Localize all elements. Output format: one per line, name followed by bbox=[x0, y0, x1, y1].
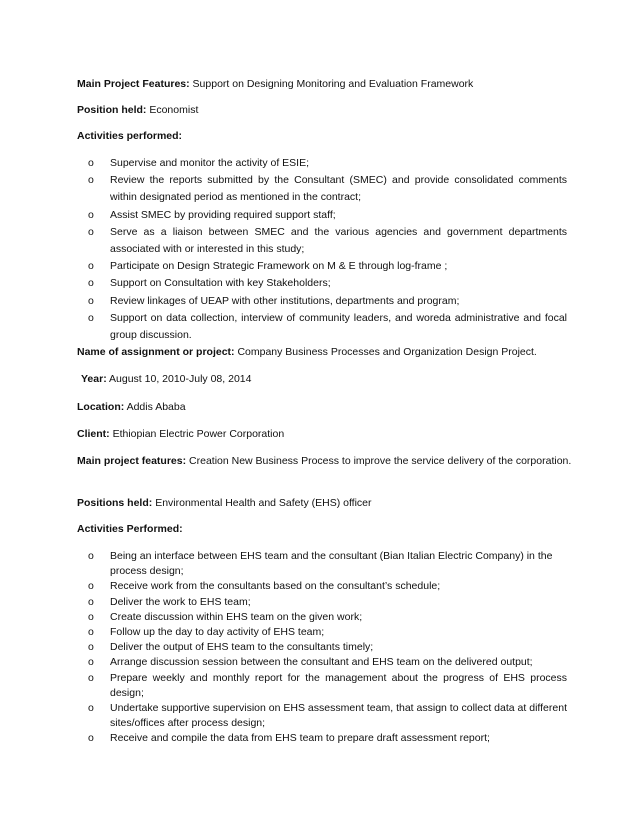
bullet-icon: o bbox=[88, 595, 94, 608]
positions-line bbox=[77, 496, 372, 510]
main-features-line bbox=[77, 77, 473, 91]
bullet-icon: o bbox=[88, 277, 94, 290]
position-label: Position held: bbox=[77, 104, 147, 116]
bullet-icon: o bbox=[88, 550, 94, 562]
bullet-icon: o bbox=[88, 626, 94, 639]
main-features-label: Main Project Features: bbox=[77, 78, 190, 90]
bullet-icon: o bbox=[88, 671, 94, 684]
list-item: o Follow up the day to day activity of EHS team; bbox=[77, 625, 567, 640]
bullet-icon: o bbox=[88, 157, 94, 169]
client-value: Ethiopian Electric Power Corporation bbox=[112, 428, 285, 440]
list-item: o Being an interface between EHS team and the consultant (Bian Italian Electric Company) in the process design; bbox=[88, 550, 553, 578]
year-value: August 10, 2010-July 08, 2014 bbox=[109, 373, 252, 385]
list-item: o Support on data collection, interview of community leaders, and woreda administrative and focal group discussion. bbox=[88, 311, 567, 342]
bullet-icon: o bbox=[88, 174, 94, 187]
activities-heading bbox=[77, 129, 182, 143]
main-features-value: Support on Designing Monitoring and Evaluation Framework bbox=[192, 78, 474, 90]
activities2-label: Activities Performed: bbox=[77, 523, 183, 535]
list-item: o Receive and compile the data from EHS team to prepare draft assessment report; bbox=[77, 731, 567, 746]
list-item: o Undertake supportive supervision on EHS assessment team, that assign to collect data at different sites/offices after process design; bbox=[88, 702, 567, 730]
location-line bbox=[77, 400, 186, 414]
location-label: Location: bbox=[77, 401, 125, 413]
list-item: o Prepare weekly and monthly report for the management about the progress of EHS process design; bbox=[88, 671, 567, 699]
activities-list bbox=[77, 155, 567, 344]
client-label: Client: bbox=[77, 428, 110, 440]
list-item: o Deliver the output of EHS team to the consultants timely; bbox=[77, 640, 567, 655]
bullet-icon: o bbox=[88, 641, 94, 654]
bullet-icon: o bbox=[88, 702, 94, 715]
list-item: o Serve as a liaison between SMEC and the various agencies and government departments associated with or interested in this study; bbox=[88, 225, 567, 256]
year-line bbox=[81, 372, 251, 386]
project-features-value: Creation New Business Process to improve the service delivery of the corporation. bbox=[189, 455, 572, 467]
bullet-icon: o bbox=[88, 225, 94, 238]
position-value: Economist bbox=[149, 104, 199, 116]
list-item: o Create discussion within EHS team on the given work; bbox=[77, 610, 567, 625]
list-item: o Support on Consultation with key Stakeholders; bbox=[77, 275, 567, 292]
position-line bbox=[77, 103, 198, 117]
location-value: Addis Ababa bbox=[126, 401, 186, 413]
activities-label: Activities performed: bbox=[77, 130, 183, 142]
list-item: o Review the reports submitted by the Consultant (SMEC) and provide consolidated comments within designated period as mentioned in the contract; bbox=[88, 174, 567, 204]
year-label: Year: bbox=[81, 373, 107, 385]
list-item: o Receive work from the consultants based on the consultant’s schedule; bbox=[77, 579, 567, 594]
client-line bbox=[77, 427, 284, 441]
assignment-label: Name of assignment or project: bbox=[77, 346, 235, 358]
bullet-icon: o bbox=[88, 208, 94, 221]
assignment-line bbox=[77, 345, 537, 359]
bullet-icon: o bbox=[88, 732, 94, 745]
list-item: o Participate on Design Strategic Framework on M & E through log-frame ; bbox=[77, 258, 567, 275]
positions-label: Positions held: bbox=[77, 497, 153, 509]
positions-value: Environmental Health and Safety (EHS) officer bbox=[155, 497, 372, 509]
list-item: o Review linkages of UEAP with other institutions, departments and program; bbox=[77, 293, 567, 310]
bullet-icon: o bbox=[88, 580, 94, 593]
list-item: o Assist SMEC by providing required support staff; bbox=[77, 207, 567, 224]
project-features-line bbox=[77, 454, 571, 468]
list-item: o Arrange discussion session between the consultant and EHS team on the delivered output; bbox=[77, 655, 567, 670]
list-item: o Deliver the work to EHS team; bbox=[77, 595, 567, 610]
project-features-label: Main project features: bbox=[77, 455, 187, 467]
bullet-icon: o bbox=[88, 294, 94, 307]
bullet-icon: o bbox=[88, 656, 94, 669]
bullet-icon: o bbox=[88, 311, 94, 324]
bullet-icon: o bbox=[88, 610, 94, 623]
bullet-icon: o bbox=[88, 260, 94, 273]
activities2-heading bbox=[77, 522, 183, 536]
assignment-value: Company Business Processes and Organization Design Project. bbox=[237, 346, 537, 358]
list-item: o Supervise and monitor the activity of ESIE; bbox=[77, 155, 567, 172]
activities2-list bbox=[77, 549, 567, 747]
